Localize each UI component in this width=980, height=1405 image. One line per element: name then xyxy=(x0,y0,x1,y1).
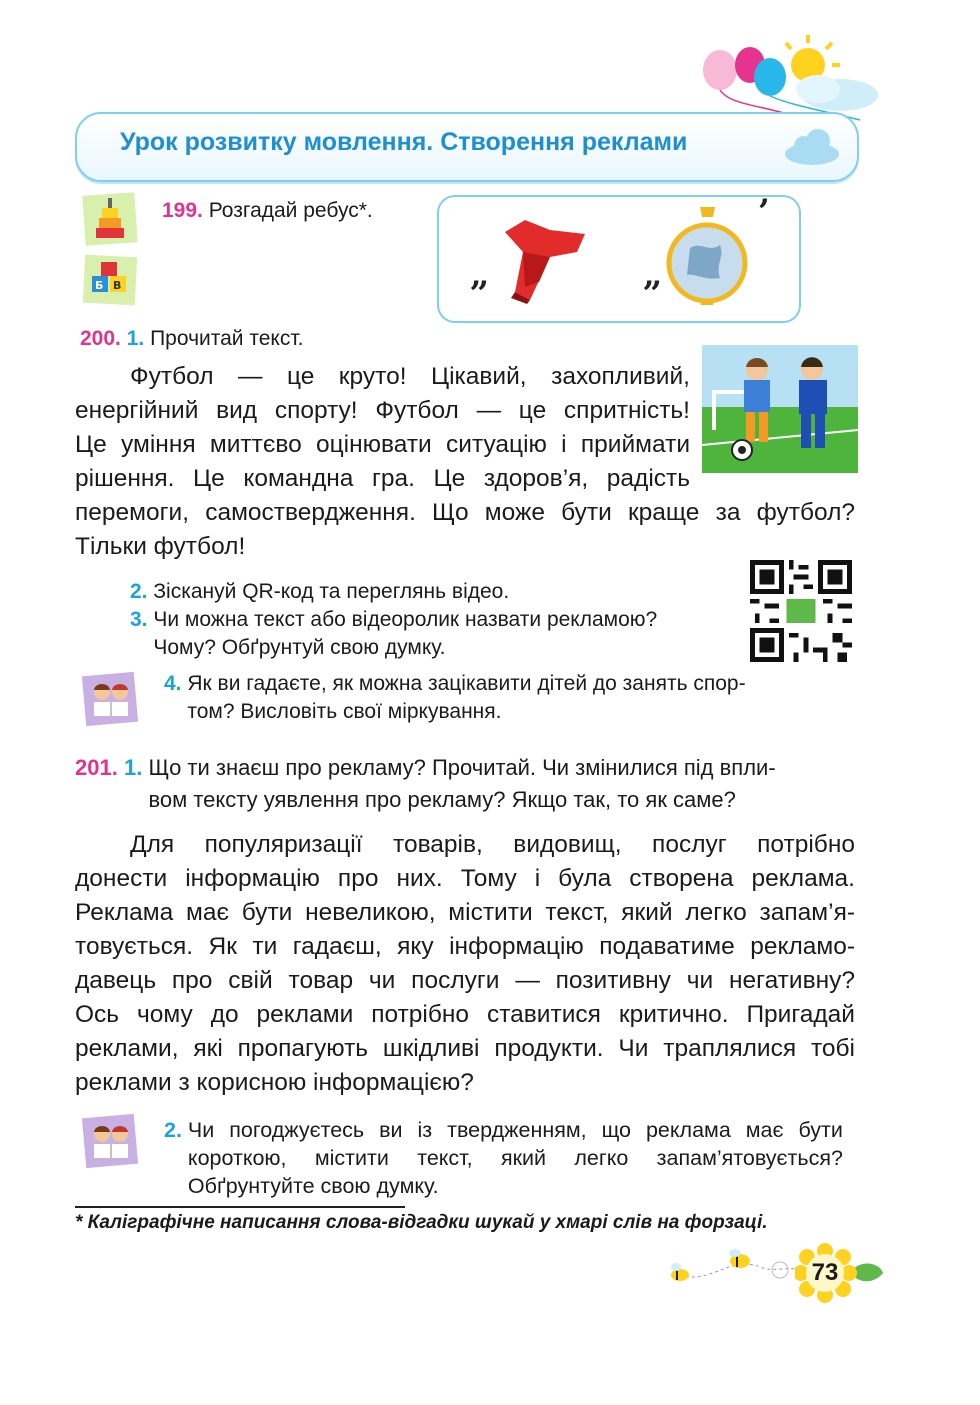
subtask-text: Зіскануй QR-код та переглянь відео. xyxy=(153,580,510,603)
paragraph-line: Це уміння миттєво оцінювати ситуацію і приймати xyxy=(75,431,690,458)
exercise-number: 201. xyxy=(75,755,118,780)
rebus-quote-left-1: „ xyxy=(470,255,490,295)
exercise-number: 200. xyxy=(80,327,121,350)
cloud-icon xyxy=(782,126,840,166)
balloons-sun-decoration xyxy=(690,25,910,125)
svg-text:Б: Б xyxy=(95,279,104,292)
exercise-200-task-2 xyxy=(130,578,509,606)
paragraph-line: Для популяризації товарів, видовищ, послуг потрібно xyxy=(130,831,855,858)
paragraph-line: Реклама має бути невеликою, містити текст, який легко запам’я- xyxy=(75,899,855,926)
paragraph-line: Тільки футбол! xyxy=(75,533,246,560)
scarf-picture xyxy=(495,212,595,304)
exercise-201-task-1 xyxy=(75,752,776,816)
football-kids-picture xyxy=(702,345,858,473)
subtask-line: Що ти знаєш про рекламу? Прочитай. Чи змінилися під впли- xyxy=(148,755,776,780)
subtask-line: том? Висловіть свої міркування. xyxy=(187,700,502,723)
svg-text:В: В xyxy=(113,279,122,292)
subtask-line: вом тексту уявлення про рекламу? Якщо так, то як саме? xyxy=(148,787,736,812)
qr-code[interactable] xyxy=(750,560,852,662)
paragraph-line: Футбол — це круто! Цікавий, захопливий, xyxy=(130,363,690,390)
footnote-divider xyxy=(75,1206,405,1208)
subtask-line: короткою, містити текст, який легко запам’ятовується? xyxy=(187,1146,843,1170)
subtask-line: Чи погоджуєтесь ви із твердженням, що реклама має бути xyxy=(187,1118,843,1142)
paragraph-line: Ось чому до реклами потрібно ставитися критично. Пригадай xyxy=(75,1001,855,1028)
paragraph-line: товується. Як ти гадаєш, яку інформацію подаватиме рекламо- xyxy=(75,933,855,960)
page-number: 73 xyxy=(811,1259,839,1286)
football-paragraph-full xyxy=(75,496,855,564)
advertising-paragraph xyxy=(75,828,855,1100)
lesson-title: Урок розвитку мовлення. Створення реклами xyxy=(120,128,688,156)
subtask-line: Чи можна текст або відеоролик назвати рекламою? xyxy=(153,608,658,631)
paragraph-line: реклами, які пропагують шкідливі продукти. Чи траплялися тобі xyxy=(75,1035,855,1062)
subtask-text: Прочитай текст. xyxy=(150,327,304,350)
rebus-quote-left-2: „ xyxy=(643,255,663,295)
exercise-number: 199. xyxy=(162,199,203,222)
paragraph-line: донести інформацію про них. Тому і була створена реклама. xyxy=(75,865,855,892)
globe-picture xyxy=(665,203,750,308)
exercise-199 xyxy=(162,197,373,225)
children-reading-icon xyxy=(80,1112,140,1170)
exercise-200-task-1 xyxy=(80,325,303,353)
football-paragraph-wrapped xyxy=(75,360,690,496)
subtask-line: Як ви гадаєте, як можна зацікавити дітей до занять спор- xyxy=(187,672,746,695)
paragraph-line: рішення. Це командна гра. Це здоров’я, радість xyxy=(75,465,690,492)
subtask-line: Чому? Обґрунтуй свою думку. xyxy=(153,636,446,659)
subtask-number: 1. xyxy=(126,327,145,350)
footnote: * Каліграфічне написання слова-відгадки шукай у хмарі слів на форзаці. xyxy=(75,1212,768,1233)
exercise-200-task-3 xyxy=(130,606,657,662)
pyramid-sticker-icon xyxy=(80,190,140,248)
letter-blocks-sticker-icon xyxy=(80,252,140,308)
subtask-number: 2. xyxy=(130,580,148,603)
subtask-line: Обґрунтуйте свою думку. xyxy=(187,1174,439,1198)
subtask-number: 1. xyxy=(123,755,143,780)
exercise-text: Розгадай ребус*. xyxy=(208,199,373,222)
subtask-number: 2. xyxy=(164,1118,182,1142)
paragraph-line: реклами з корисною інформацією? xyxy=(75,1069,474,1096)
rebus-quote-right: ’ xyxy=(758,192,770,232)
paragraph-line: енергійний вид спорту! Футбол — це спритність! xyxy=(75,397,690,424)
paragraph-line: давець про свій товар чи послуги — позитивну чи негативну? xyxy=(75,967,855,994)
subtask-number: 4. xyxy=(164,672,182,695)
exercise-200-task-4 xyxy=(164,670,746,726)
paragraph-line: перемоги, самоствердження. Що може бути краще за футбол? xyxy=(75,499,855,526)
exercise-201-task-2 xyxy=(164,1116,843,1200)
subtask-number: 3. xyxy=(130,608,148,631)
children-reading-icon xyxy=(80,670,140,728)
